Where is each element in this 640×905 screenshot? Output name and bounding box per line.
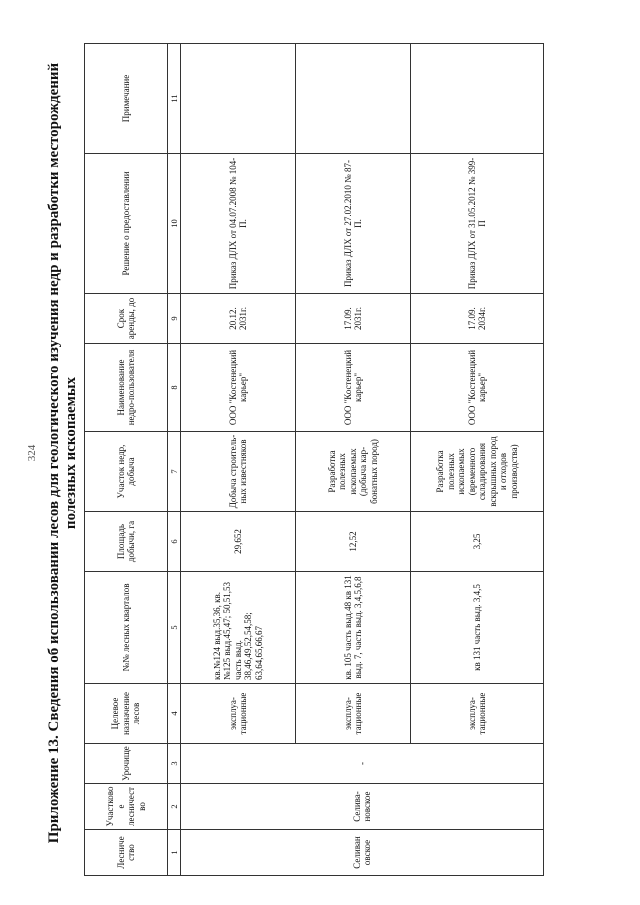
column-number: 7 xyxy=(168,431,181,511)
note-cell xyxy=(181,43,296,153)
header-cell: Решение о предоставлении xyxy=(85,153,168,293)
header-cell: Примечание xyxy=(85,43,168,153)
column-number: 4 xyxy=(168,683,181,743)
mining-use-table xyxy=(84,43,544,876)
column-number: 6 xyxy=(168,511,181,571)
note-cell xyxy=(296,43,411,153)
document-title: Приложение 13. Сведения об использовании лесов для геологического изучения недр и разработки месторождений полезных ископаемых xyxy=(46,62,79,843)
area-cell: 3,25 xyxy=(411,511,544,571)
rotated-sheet xyxy=(20,18,620,888)
header-cell: Наименование недро-пользователя xyxy=(85,343,168,431)
user-cell: ООО "Костенецкий карьер" xyxy=(181,343,296,431)
decision-cell: Приказ ДЛХ от 27.02.2010 № 87-П. xyxy=(296,153,411,293)
area-cell: 12,52 xyxy=(296,511,411,571)
decision-cell: Приказ ДЛХ от 31.05.2012 № 399-П xyxy=(411,153,544,293)
header-cell: Лесниче ство xyxy=(85,829,168,875)
user-cell: ООО "Костенецкий карьер" xyxy=(296,343,411,431)
tract-cell: - xyxy=(181,743,544,783)
purpose-cell: эксплуа-тационные xyxy=(181,683,296,743)
quarters-cell: кв 131 часть выд. 3,4,5 xyxy=(411,571,544,683)
subsoil-cell: Разработка полезных ископаемых (временного складирования вскрышных пород и отходов производства) xyxy=(411,431,544,511)
subsoil-cell: Разработка полезных ископаемых (добыча кар-бонатных пород) xyxy=(296,431,411,511)
column-number: 10 xyxy=(168,153,181,293)
purpose-cell: эксплуа-тационные xyxy=(296,683,411,743)
column-number: 8 xyxy=(168,343,181,431)
term-cell: 17.09. 2034г. xyxy=(411,293,544,343)
header-cell: Участковое лесничество xyxy=(85,783,168,829)
district-cell: Селива-новское xyxy=(181,783,544,829)
user-cell: ООО "Костенецкий карьер" xyxy=(411,343,544,431)
header-cell: Участок недр, добыча xyxy=(85,431,168,511)
subsoil-cell: Добыча строитель-ных известняков xyxy=(181,431,296,511)
column-number: 5 xyxy=(168,571,181,683)
header-cell: Площадь добычи, га xyxy=(85,511,168,571)
header-cell: Целевое назначение лесов xyxy=(85,683,168,743)
header-cell: №№ лесных кварталов xyxy=(85,571,168,683)
decision-cell: Приказ ДЛХ от 04.07.2008 № 104-П. xyxy=(181,153,296,293)
page-number: 324 xyxy=(26,444,38,461)
term-cell: 20.12. 2031г. xyxy=(181,293,296,343)
area-cell: 29,652 xyxy=(181,511,296,571)
quarters-cell: кв.№124 выд.35,36, кв.№125 выд.45,47; 50,51,53 часть выд. 38,46,49,52,54,58; 63,64,65,66,67 xyxy=(181,571,296,683)
column-number: 2 xyxy=(168,783,181,829)
column-number: 9 xyxy=(168,293,181,343)
header-cell: Урочище xyxy=(85,743,168,783)
column-number-row xyxy=(168,43,181,875)
forestry-cell: Селиван овское xyxy=(181,829,544,875)
column-number: 3 xyxy=(168,743,181,783)
table-row xyxy=(181,43,296,875)
header-row xyxy=(85,43,168,875)
header-cell: Срок аренды, до xyxy=(85,293,168,343)
note-cell xyxy=(411,43,544,153)
quarters-cell: кв. 105 часть выд.48 кв 131 выд. 7, часть выд. 3,4,5,6,8 xyxy=(296,571,411,683)
purpose-cell: эксплуа-тационные xyxy=(411,683,544,743)
term-cell: 17.09. 2031г. xyxy=(296,293,411,343)
column-number: 1 xyxy=(168,829,181,875)
column-number: 11 xyxy=(168,43,181,153)
